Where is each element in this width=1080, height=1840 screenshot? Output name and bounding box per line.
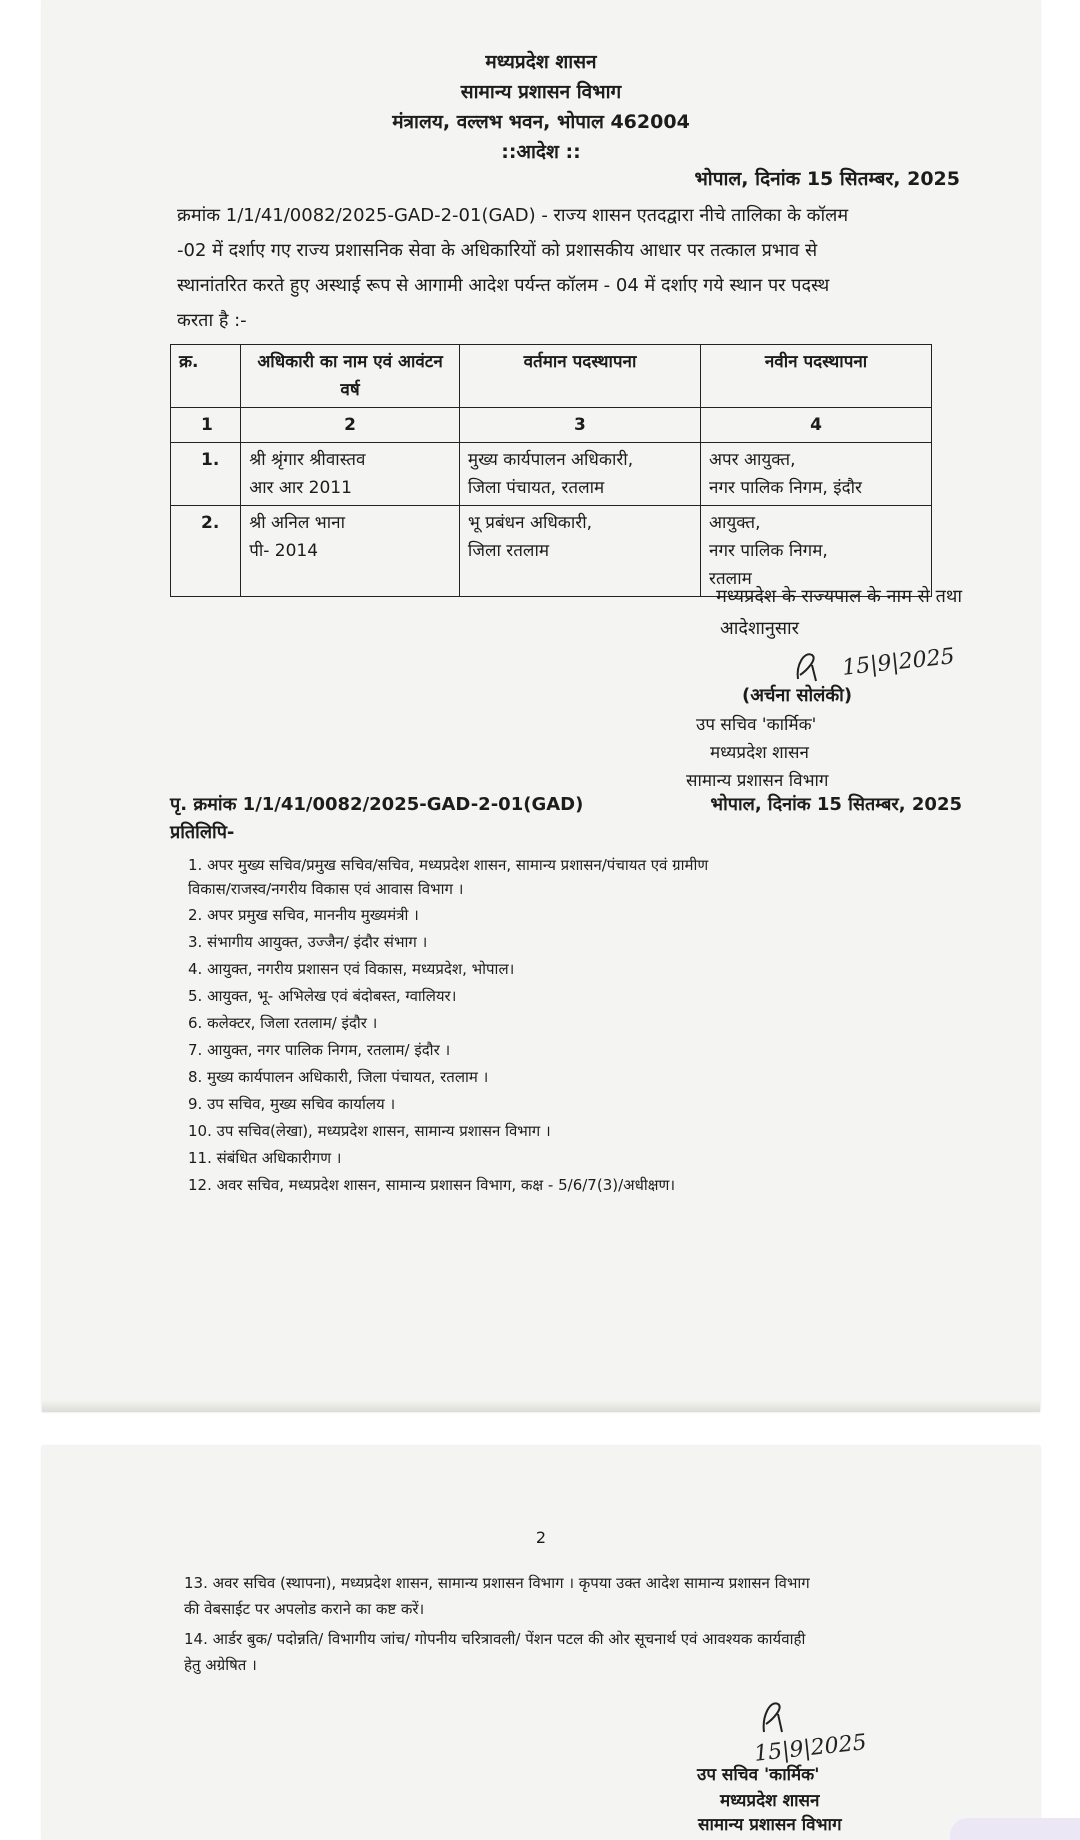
order-text-line: स्थानांतरित करते हुए अस्थाई रूप से आगामी आदेश पर्यन्त कॉलम - 04 में दर्शाए गये स्थान पर पदस्थ xyxy=(177,275,830,296)
row-new-posting xyxy=(701,443,932,506)
signatory-designation: उप सचिव 'कार्मिक' xyxy=(697,1765,820,1785)
current-posting-line: भू प्रबंधन अधिकारी, xyxy=(467,513,593,533)
copy-list-item: 1. अपर मुख्य सचिव/प्रमुख सचिव/सचिव, मध्यप्रदेश शासन, सामान्य प्रशासन/पंचायत एवं ग्रामीण xyxy=(188,856,709,874)
copy-list-item: 5. आयुक्त, भू- अभिलेख एवं बंदोबस्त, ग्वालियर। xyxy=(188,987,457,1005)
signature-date: 15|9|2025 xyxy=(841,644,956,681)
officer-name: श्री श्रृंगार श्रीवास्तव xyxy=(249,450,366,470)
col-number: 1 xyxy=(171,408,241,443)
order-word: आदेशानुसार xyxy=(720,618,800,639)
header-current-posting: वर्तमान पदस्थापना xyxy=(459,345,700,408)
new-posting-line: रतलाम xyxy=(709,569,752,589)
copy-list-item: 11. संबंधित अधिकारीगण । xyxy=(188,1149,342,1167)
copy-list-item: हेतु अग्रेषित । xyxy=(184,1656,257,1674)
copy-list-item: 9. उप सचिव, मुख्य सचिव कार्यालय । xyxy=(188,1095,396,1113)
header-officer-name: अधिकारी का नाम एवं आवंटन वर्ष xyxy=(241,345,460,408)
officer-name: श्री अनिल भाना xyxy=(249,513,345,533)
signature-mark xyxy=(754,1692,794,1738)
order-text-line: क्रमांक 1/1/41/0082/2025-GAD-2-01(GAD) - राज्य शासन एतदद्वारा नीचे तालिका के कॉलम xyxy=(177,205,849,226)
table-row xyxy=(171,506,932,597)
copy-list-item: 10. उप सचिव(लेखा), मध्यप्रदेश शासन, सामान्य प्रशासन विभाग । xyxy=(188,1122,551,1140)
copy-list-item: 4. आयुक्त, नगरीय प्रशासन एवं विकास, मध्यप्रदेश, भोपाल। xyxy=(188,960,515,978)
current-posting-line: मुख्य कार्यपालन अधिकारी, xyxy=(467,450,634,470)
signatory-designation: उप सचिव 'कार्मिक' xyxy=(696,715,817,735)
signatory-org: मध्यप्रदेश शासन xyxy=(720,1791,820,1811)
row-officer xyxy=(241,506,460,597)
row-sn: 1. xyxy=(171,443,241,506)
copy-list-item: 8. मुख्य कार्यपालन अधिकारी, जिला पंचायत, रतलाम । xyxy=(188,1068,489,1086)
col-number: 3 xyxy=(459,408,700,443)
row-current-posting xyxy=(459,506,700,597)
header-government: मध्यप्रदेश शासन xyxy=(485,51,597,73)
new-posting-line: आयुक्त, xyxy=(709,513,761,533)
table-row xyxy=(171,443,932,506)
row-new-posting xyxy=(701,506,932,597)
copy-list-item: 13. अवर सचिव (स्थापना), मध्यप्रदेश शासन, सामान्य प्रशासन विभाग । कृपया उक्त आदेश सामान्य प्रशासन विभाग xyxy=(184,1574,810,1592)
document-page-1 xyxy=(42,0,1040,1412)
copy-list-item: की वेबसाईट पर अपलोड कराने का कष्ट करें। xyxy=(184,1600,425,1618)
copy-list-item: 3. संभागीय आयुक्त, उज्जैन/ इंदौर संभाग । xyxy=(188,933,428,951)
floating-button-corner[interactable] xyxy=(950,1818,1080,1840)
current-posting-line: जिला रतलाम xyxy=(467,541,550,561)
row-sn: 2. xyxy=(171,506,241,597)
transfer-table xyxy=(170,344,932,597)
signatory-department: सामान्य प्रशासन विभाग xyxy=(686,771,829,791)
new-posting-line: अपर आयुक्त, xyxy=(709,450,796,470)
row-officer xyxy=(241,443,460,506)
copy-list-item: 7. आयुक्त, नगर पालिक निगम, रतलाम/ इंदौर । xyxy=(188,1041,451,1059)
col-number: 4 xyxy=(701,408,932,443)
endorsement-ref: पृ. क्रमांक 1/1/41/0082/2025-GAD-2-01(GAD) xyxy=(170,794,584,815)
signatory-name: (अर्चना सोलंकी) xyxy=(742,685,853,706)
signature-date: 15|9|2025 xyxy=(753,1730,868,1767)
officer-batch: आर आर 2011 xyxy=(249,478,352,498)
signatory-org: मध्यप्रदेश शासन xyxy=(710,743,809,763)
table-header-row xyxy=(171,345,932,408)
order-text-line: -02 में दर्शाए गए राज्य प्रशासनिक सेवा के अधिकारियों को प्रशासकीय आधार पर तत्काल प्रभाव से xyxy=(177,240,818,261)
copy-list-item: 12. अवर सचिव, मध्यप्रदेश शासन, सामान्य प्रशासन विभाग, कक्ष - 5/6/7(3)/अधीक्षण। xyxy=(188,1176,675,1194)
new-posting-line: नगर पालिक निगम, xyxy=(709,541,828,561)
copy-list-item: विकास/राजस्व/नगरीय विकास एवं आवास विभाग । xyxy=(188,880,464,898)
order-date: भोपाल, दिनांक 15 सितम्बर, 2025 xyxy=(694,168,960,190)
header-new-posting: नवीन पदस्थापना xyxy=(701,345,932,408)
endorsement-date: भोपाल, दिनांक 15 सितम्बर, 2025 xyxy=(710,794,962,815)
officer-batch: पी- 2014 xyxy=(249,541,319,561)
header-sn: क्र. xyxy=(171,345,241,408)
signature-mark xyxy=(790,645,828,685)
governor-line: मध्यप्रदेश के राज्यपाल के नाम से तथा xyxy=(716,586,962,607)
document-page-2 xyxy=(42,1446,1040,1840)
col-number: 2 xyxy=(241,408,460,443)
copy-heading: प्रतिलिपि- xyxy=(170,822,235,843)
copy-list-item: 6. कलेक्टर, जिला रतलाम/ इंदौर । xyxy=(188,1014,378,1032)
page-number: 2 xyxy=(535,1528,547,1547)
copy-list-item: 14. आर्डर बुक/ पदोन्नति/ विभागीय जांच/ गोपनीय चरित्रावली/ पेंशन पटल की ओर सूचनार्थ एवं आवश्यक कार्यवाही xyxy=(184,1630,806,1648)
page-bottom-edge xyxy=(42,1400,1040,1412)
header-department: सामान्य प्रशासन विभाग xyxy=(460,81,622,103)
signatory-department: सामान्य प्रशासन विभाग xyxy=(698,1815,842,1835)
current-posting-line: जिला पंचायत, रतलाम xyxy=(467,478,605,498)
order-text-line: करता है :- xyxy=(177,310,247,331)
header-order-title: ::आदेश :: xyxy=(501,141,581,163)
row-current-posting xyxy=(459,443,700,506)
header-address: मंत्रालय, वल्लभ भवन, भोपाल 462004 xyxy=(392,111,690,133)
table-column-number-row xyxy=(171,408,932,443)
copy-list-item: 2. अपर प्रमुख सचिव, माननीय मुख्यमंत्री । xyxy=(188,906,419,924)
new-posting-line: नगर पालिक निगम, इंदौर xyxy=(709,478,862,498)
